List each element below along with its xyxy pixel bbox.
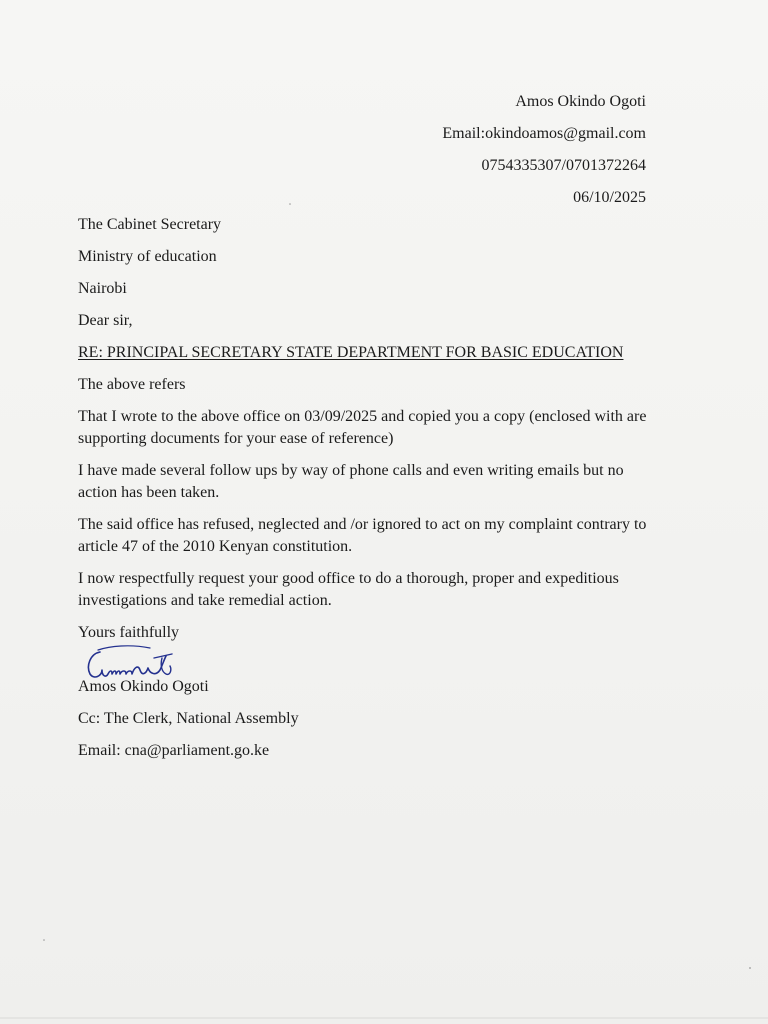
letter-body	[78, 214, 658, 772]
cc-line: Cc: The Clerk, National Assembly	[78, 710, 299, 727]
signatory-name: Amos Okindo Ogoti	[78, 678, 209, 695]
salutation: Dear sir,	[78, 312, 133, 329]
recipient-ministry: Ministry of education	[78, 248, 217, 265]
sender-email: Email:okindoamos@gmail.com	[442, 125, 646, 142]
letter-date: 06/10/2025	[573, 189, 646, 206]
sender-name: Amos Okindo Ogoti	[515, 93, 646, 110]
closing: Yours faithfully	[78, 624, 180, 641]
paragraph-1: The above refers	[78, 376, 186, 393]
paragraph-2: That I wrote to the above office on 03/09/2025 and copied you a copy (enclosed with are supporting documents for your ease of reference)	[78, 408, 647, 447]
recipient-city: Nairobi	[78, 280, 127, 297]
paragraph-3: I have made several follow ups by way of phone calls and even writing emails but no action has been taken.	[78, 462, 624, 501]
subject-line: RE: PRINCIPAL SECRETARY STATE DEPARTMENT FOR BASIC EDUCATION	[78, 344, 624, 361]
paragraph-4: The said office has refused, neglected and /or ignored to act on my complaint contrary to article 47 of the 2010 Kenyan constitution.	[78, 516, 647, 555]
sender-block	[442, 86, 646, 214]
paragraph-5: I now respectfully request your good office to do a thorough, proper and expeditious investigations and take remedial action.	[78, 570, 619, 609]
cc-email: Email: cna@parliament.go.ke	[78, 742, 270, 759]
sender-phone: 0754335307/0701372264	[481, 157, 646, 174]
recipient-title: The Cabinet Secretary	[78, 216, 222, 233]
